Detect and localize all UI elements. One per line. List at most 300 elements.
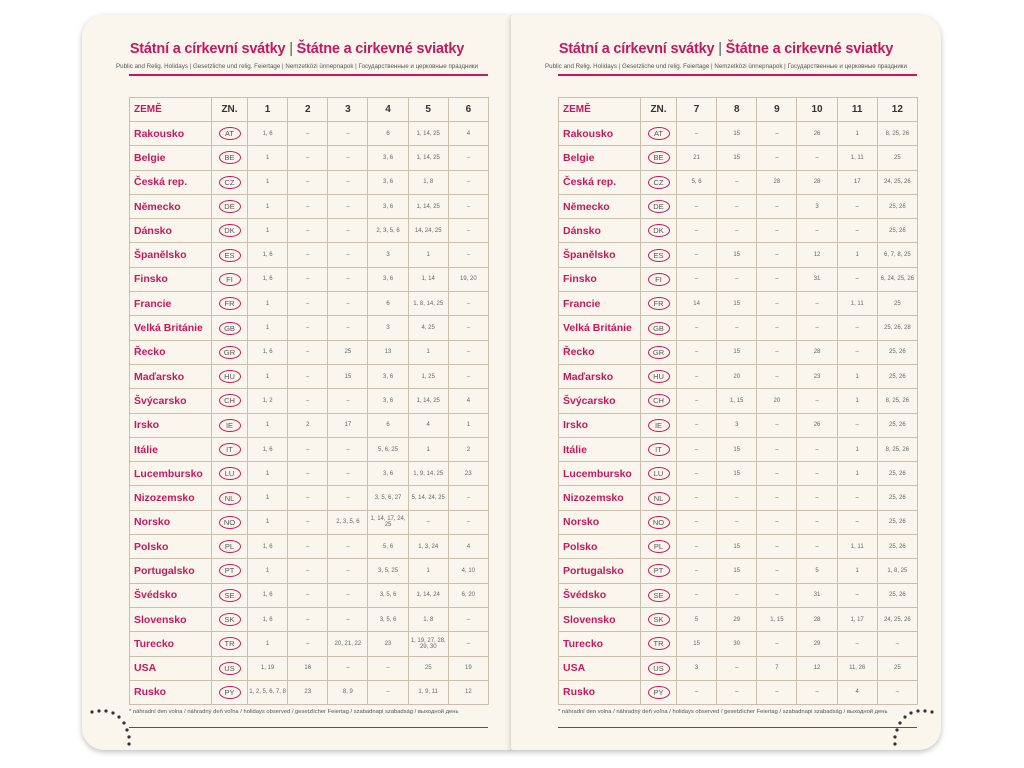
country-name: Dánsko bbox=[559, 219, 641, 243]
holiday-cell: – bbox=[717, 316, 757, 340]
holiday-cell: 4, 25 bbox=[408, 316, 448, 340]
country-name: Dánsko bbox=[130, 219, 212, 243]
holiday-cell: – bbox=[328, 607, 368, 631]
holiday-cell: 25, 26 bbox=[877, 219, 917, 243]
table-row bbox=[130, 437, 489, 461]
holiday-cell: 15 bbox=[328, 364, 368, 388]
holiday-cell: – bbox=[797, 146, 837, 170]
month-column-header: 5 bbox=[408, 98, 448, 122]
holiday-cell: – bbox=[877, 680, 917, 704]
holiday-cell: – bbox=[757, 146, 797, 170]
holiday-cell: 25, 26, 28 bbox=[877, 316, 917, 340]
country-code-cell bbox=[641, 170, 677, 194]
holiday-cell: 1 bbox=[408, 243, 448, 267]
holiday-cell: 3, 6 bbox=[368, 364, 408, 388]
holiday-cell: – bbox=[677, 583, 717, 607]
holiday-cell: – bbox=[288, 316, 328, 340]
holiday-cell: 14, 24, 25 bbox=[408, 219, 448, 243]
left-page bbox=[82, 15, 512, 750]
holiday-cell: 25, 26 bbox=[877, 462, 917, 486]
holiday-cell: 1 bbox=[248, 219, 288, 243]
holiday-cell: 20 bbox=[717, 364, 757, 388]
country-name: Slovensko bbox=[559, 607, 641, 631]
country-code-cell bbox=[641, 316, 677, 340]
holiday-cell: 1, 6 bbox=[248, 607, 288, 631]
holiday-cell: – bbox=[288, 267, 328, 291]
country-code-badge: BE bbox=[219, 151, 241, 164]
title-czech: Státní a církevní svátky bbox=[129, 41, 286, 57]
table-row bbox=[559, 267, 918, 291]
holiday-cell: – bbox=[288, 510, 328, 534]
holiday-cell: 1 bbox=[837, 122, 877, 146]
holiday-cell: – bbox=[288, 559, 328, 583]
holiday-cell: – bbox=[797, 462, 837, 486]
holiday-cell: 1, 6 bbox=[248, 267, 288, 291]
holiday-cell: 25, 26 bbox=[877, 194, 917, 218]
country-code-badge: FI bbox=[648, 273, 670, 286]
month-column-header: 12 bbox=[877, 98, 917, 122]
holiday-cell: 1 bbox=[837, 389, 877, 413]
country-name: Slovensko bbox=[130, 607, 212, 631]
country-code-badge: GR bbox=[648, 346, 670, 359]
table-row bbox=[130, 486, 489, 510]
country-name: Nizozemsko bbox=[130, 486, 212, 510]
holiday-cell: 1 bbox=[408, 437, 448, 461]
country-code-badge: AT bbox=[219, 127, 241, 140]
holiday-cell: 11, 26 bbox=[837, 656, 877, 680]
holiday-cell: 4, 10 bbox=[448, 559, 488, 583]
country-code-cell bbox=[212, 656, 248, 680]
country-name: Rusko bbox=[130, 680, 212, 704]
holiday-cell: – bbox=[717, 510, 757, 534]
holiday-cell: 1, 17 bbox=[837, 607, 877, 631]
holiday-cell: – bbox=[797, 680, 837, 704]
holiday-cell: – bbox=[677, 680, 717, 704]
holiday-cell: – bbox=[877, 632, 917, 656]
holiday-cell: – bbox=[837, 632, 877, 656]
country-name: Portugalsko bbox=[559, 559, 641, 583]
country-code-badge: CZ bbox=[648, 176, 670, 189]
holiday-cell: – bbox=[288, 583, 328, 607]
holiday-cell: 1, 14, 25 bbox=[408, 389, 448, 413]
table-row bbox=[130, 462, 489, 486]
holiday-cell: – bbox=[677, 364, 717, 388]
holiday-cell: – bbox=[757, 437, 797, 461]
holiday-cell: 25 bbox=[877, 656, 917, 680]
holiday-cell: – bbox=[288, 535, 328, 559]
holiday-cell: 15 bbox=[717, 535, 757, 559]
country-code-cell bbox=[212, 340, 248, 364]
table-row bbox=[130, 535, 489, 559]
table-row bbox=[130, 243, 489, 267]
table-row bbox=[130, 364, 489, 388]
month-column-header: 4 bbox=[368, 98, 408, 122]
country-name: Německo bbox=[130, 194, 212, 218]
country-code-badge: GR bbox=[219, 346, 241, 359]
page-subtitle: Public and Relig. Holidays | Gesetzliche und relig. Feiertage | Nemzetközi ünnepnapok | Государственные и церковные праздники bbox=[545, 63, 907, 70]
holiday-cell: 15 bbox=[717, 462, 757, 486]
holiday-cell: – bbox=[677, 413, 717, 437]
holiday-cell: – bbox=[677, 194, 717, 218]
holiday-cell: 5, 6, 25 bbox=[368, 437, 408, 461]
holiday-cell: 5, 6 bbox=[677, 170, 717, 194]
holiday-cell: 8, 25, 26 bbox=[877, 437, 917, 461]
holiday-cell: 1, 9, 11 bbox=[408, 680, 448, 704]
table-row bbox=[559, 583, 918, 607]
holiday-cell: 8, 25, 26 bbox=[877, 389, 917, 413]
table-row bbox=[130, 292, 489, 316]
binding-dots-left bbox=[88, 706, 138, 756]
table-row bbox=[559, 656, 918, 680]
holiday-cell: – bbox=[448, 316, 488, 340]
table-row bbox=[559, 219, 918, 243]
holiday-cell: 15 bbox=[717, 122, 757, 146]
holiday-cell: 31 bbox=[797, 583, 837, 607]
country-code-badge: PL bbox=[648, 540, 670, 553]
holiday-cell: 15 bbox=[717, 292, 757, 316]
holiday-cell: 21 bbox=[677, 146, 717, 170]
table-row bbox=[559, 632, 918, 656]
holiday-cell: – bbox=[837, 583, 877, 607]
holiday-cell: – bbox=[797, 219, 837, 243]
table-header-row bbox=[130, 98, 489, 122]
top-rule bbox=[129, 74, 488, 76]
country-code-cell bbox=[212, 316, 248, 340]
holiday-cell: 5 bbox=[677, 607, 717, 631]
holiday-cell: 3 bbox=[368, 243, 408, 267]
holiday-cell: – bbox=[328, 462, 368, 486]
holiday-cell: 15 bbox=[717, 437, 757, 461]
table-row bbox=[130, 583, 489, 607]
holiday-cell: 3, 5, 6 bbox=[368, 607, 408, 631]
country-code-badge: NL bbox=[219, 492, 241, 505]
holiday-cell: – bbox=[757, 632, 797, 656]
country-name: USA bbox=[130, 656, 212, 680]
country-code-cell bbox=[641, 389, 677, 413]
country-code-badge: CH bbox=[648, 394, 670, 407]
holiday-cell: 26 bbox=[797, 413, 837, 437]
holiday-cell: 25, 26 bbox=[877, 364, 917, 388]
holiday-cell: – bbox=[448, 170, 488, 194]
country-code-badge: TR bbox=[219, 637, 241, 650]
holiday-cell: 4 bbox=[448, 122, 488, 146]
country-code-cell bbox=[641, 632, 677, 656]
page-subtitle: Public and Relig. Holidays | Gesetzliche und relig. Feiertage | Nemzetközi ünnepnapok | Государственные и церковные праздники bbox=[116, 63, 478, 70]
holiday-cell: – bbox=[757, 267, 797, 291]
country-code-badge: FI bbox=[219, 273, 241, 286]
top-rule bbox=[558, 74, 917, 76]
holiday-cell: 1, 9, 14, 25 bbox=[408, 462, 448, 486]
holiday-cell: – bbox=[328, 486, 368, 510]
month-column-header: 3 bbox=[328, 98, 368, 122]
holiday-cell: 4 bbox=[408, 413, 448, 437]
table-row bbox=[130, 680, 489, 704]
country-code-cell bbox=[212, 122, 248, 146]
table-row bbox=[130, 170, 489, 194]
holiday-cell: – bbox=[328, 316, 368, 340]
country-code-cell bbox=[641, 413, 677, 437]
holiday-cell: 2 bbox=[288, 413, 328, 437]
holiday-cell: – bbox=[288, 146, 328, 170]
table-row bbox=[559, 243, 918, 267]
country-code-badge: PL bbox=[219, 540, 241, 553]
country-code-badge: LU bbox=[648, 467, 670, 480]
holiday-cell: – bbox=[717, 194, 757, 218]
country-code-badge: AT bbox=[648, 127, 670, 140]
holiday-cell: 8, 25, 26 bbox=[877, 122, 917, 146]
country-code-cell bbox=[212, 583, 248, 607]
month-column-header: 1 bbox=[248, 98, 288, 122]
country-code-badge: SE bbox=[648, 589, 670, 602]
country-name: Švédsko bbox=[559, 583, 641, 607]
country-code-badge: DK bbox=[648, 224, 670, 237]
holiday-cell: 1 bbox=[248, 292, 288, 316]
holiday-cell: 28 bbox=[797, 340, 837, 364]
holiday-cell: 25 bbox=[877, 146, 917, 170]
holiday-cell: 1 bbox=[248, 462, 288, 486]
holiday-cell: 6, 20 bbox=[448, 583, 488, 607]
holiday-cell: 1 bbox=[248, 170, 288, 194]
country-name: Turecko bbox=[559, 632, 641, 656]
holiday-cell: 2, 3, 5, 6 bbox=[328, 510, 368, 534]
country-code-cell bbox=[641, 510, 677, 534]
country-code-cell bbox=[641, 122, 677, 146]
holiday-cell: – bbox=[677, 535, 717, 559]
holiday-cell: 3, 5, 6 bbox=[368, 583, 408, 607]
country-code-badge: PY bbox=[648, 686, 670, 699]
holiday-cell: – bbox=[328, 437, 368, 461]
country-code-cell bbox=[641, 535, 677, 559]
country-code-badge: SK bbox=[648, 613, 670, 626]
holiday-cell: 25, 26 bbox=[877, 486, 917, 510]
holiday-cell: – bbox=[448, 340, 488, 364]
country-name: Irsko bbox=[559, 413, 641, 437]
holiday-cell: – bbox=[757, 243, 797, 267]
country-code-cell bbox=[212, 535, 248, 559]
holiday-cell: – bbox=[797, 535, 837, 559]
holiday-cell: – bbox=[757, 219, 797, 243]
country-name: Švédsko bbox=[130, 583, 212, 607]
country-name: Itálie bbox=[559, 437, 641, 461]
holiday-cell: 25 bbox=[877, 292, 917, 316]
holiday-cell: – bbox=[288, 194, 328, 218]
holiday-cell: – bbox=[677, 486, 717, 510]
table-row bbox=[130, 632, 489, 656]
country-code-badge: SE bbox=[219, 589, 241, 602]
holiday-cell: 1, 14 bbox=[408, 267, 448, 291]
holiday-cell: 4 bbox=[837, 680, 877, 704]
binding-dots-right bbox=[886, 706, 936, 756]
page-title bbox=[511, 41, 941, 57]
holiday-cell: 1, 6 bbox=[248, 243, 288, 267]
holiday-cell: – bbox=[677, 219, 717, 243]
holiday-cell: – bbox=[717, 267, 757, 291]
holiday-cell: – bbox=[448, 364, 488, 388]
holiday-cell: 31 bbox=[797, 267, 837, 291]
month-column-header: 6 bbox=[448, 98, 488, 122]
title-separator: | bbox=[289, 41, 293, 57]
holiday-cell: – bbox=[837, 340, 877, 364]
holiday-cell: 1 bbox=[837, 243, 877, 267]
holiday-cell: 3 bbox=[797, 194, 837, 218]
holiday-cell: – bbox=[837, 413, 877, 437]
table-row bbox=[559, 292, 918, 316]
holiday-cell: 1, 25 bbox=[408, 364, 448, 388]
country-code-cell bbox=[212, 364, 248, 388]
country-code-cell bbox=[641, 437, 677, 461]
table-row bbox=[130, 340, 489, 364]
holiday-cell: – bbox=[757, 292, 797, 316]
holiday-cell: 23 bbox=[368, 632, 408, 656]
holiday-cell: 14 bbox=[677, 292, 717, 316]
country-code-cell bbox=[212, 632, 248, 656]
country-code-badge: IE bbox=[648, 419, 670, 432]
table-row bbox=[559, 607, 918, 631]
holiday-cell: 28 bbox=[797, 607, 837, 631]
country-name: Polsko bbox=[130, 535, 212, 559]
table-row bbox=[130, 122, 489, 146]
holiday-cell: – bbox=[288, 437, 328, 461]
holiday-cell: – bbox=[288, 462, 328, 486]
holiday-cell: 28 bbox=[797, 170, 837, 194]
country-name: Irsko bbox=[130, 413, 212, 437]
holiday-cell: 1, 14, 25 bbox=[408, 194, 448, 218]
code-column-header: ZN. bbox=[212, 98, 248, 122]
country-code-badge: IT bbox=[219, 443, 241, 456]
country-code-cell bbox=[212, 462, 248, 486]
holiday-cell: – bbox=[677, 243, 717, 267]
country-code-cell bbox=[212, 146, 248, 170]
country-name: Belgie bbox=[559, 146, 641, 170]
country-name: Velká Británie bbox=[559, 316, 641, 340]
holiday-cell: – bbox=[288, 122, 328, 146]
holiday-cell: 25 bbox=[408, 656, 448, 680]
holiday-cell: 1 bbox=[248, 632, 288, 656]
holiday-cell: – bbox=[797, 486, 837, 510]
holiday-cell: 30 bbox=[717, 632, 757, 656]
holiday-cell: – bbox=[328, 194, 368, 218]
holiday-cell: 6, 24, 25, 26 bbox=[877, 267, 917, 291]
holiday-cell: 17 bbox=[328, 413, 368, 437]
table-row bbox=[130, 607, 489, 631]
table-row bbox=[559, 194, 918, 218]
country-code-cell bbox=[212, 413, 248, 437]
country-code-badge: US bbox=[219, 662, 241, 675]
holiday-cell: 20, 21, 22 bbox=[328, 632, 368, 656]
country-name: Maďarsko bbox=[130, 364, 212, 388]
footnote: * náhradní den volna / náhradný deň voľna / holidays observed / gesetzlicher Feiertag / szabadnapi szabadság / выходной день bbox=[558, 709, 888, 715]
holiday-table-right bbox=[558, 97, 918, 705]
country-code-cell bbox=[641, 146, 677, 170]
title-slovak: Štátne a cirkevné sviatky bbox=[296, 41, 465, 57]
holiday-cell: 1 bbox=[248, 146, 288, 170]
country-name: Belgie bbox=[130, 146, 212, 170]
country-name: Polsko bbox=[559, 535, 641, 559]
holiday-cell: – bbox=[328, 243, 368, 267]
month-column-header: 7 bbox=[677, 98, 717, 122]
holiday-cell: 12 bbox=[448, 680, 488, 704]
country-code-badge: HU bbox=[648, 370, 670, 383]
title-separator: | bbox=[718, 41, 722, 57]
holiday-cell: 6 bbox=[368, 292, 408, 316]
holiday-cell: 1, 8 bbox=[408, 607, 448, 631]
holiday-cell: 15 bbox=[677, 632, 717, 656]
holiday-cell: – bbox=[717, 656, 757, 680]
table-row bbox=[559, 364, 918, 388]
country-code-cell bbox=[641, 607, 677, 631]
country-name: Česká rep. bbox=[559, 170, 641, 194]
holiday-cell: 1 bbox=[837, 364, 877, 388]
country-name: USA bbox=[559, 656, 641, 680]
footnote: * náhradní den volna / náhradný deň voľna / holidays observed / gesetzlicher Feiertag / szabadnapi szabadság / выходной день bbox=[129, 709, 459, 715]
country-code-badge: IT bbox=[648, 443, 670, 456]
month-column-header: 8 bbox=[717, 98, 757, 122]
holiday-cell: 15 bbox=[717, 559, 757, 583]
holiday-cell: – bbox=[288, 364, 328, 388]
holiday-cell: 15 bbox=[717, 340, 757, 364]
holiday-cell: 1, 6 bbox=[248, 437, 288, 461]
holiday-cell: 1, 14, 24 bbox=[408, 583, 448, 607]
country-code-cell bbox=[212, 219, 248, 243]
table-row bbox=[559, 146, 918, 170]
country-code-badge: DK bbox=[219, 224, 241, 237]
holiday-cell: 1, 11 bbox=[837, 146, 877, 170]
page-title bbox=[82, 41, 512, 57]
country-name: Švýcarsko bbox=[559, 389, 641, 413]
holiday-cell: 13 bbox=[368, 340, 408, 364]
holiday-cell: – bbox=[448, 607, 488, 631]
country-name: Maďarsko bbox=[559, 364, 641, 388]
holiday-cell: – bbox=[757, 122, 797, 146]
holiday-cell: 3, 6 bbox=[368, 194, 408, 218]
holiday-cell: 12 bbox=[797, 243, 837, 267]
holiday-cell: – bbox=[448, 194, 488, 218]
holiday-cell: 16 bbox=[288, 656, 328, 680]
holiday-cell: – bbox=[328, 656, 368, 680]
holiday-cell: 3, 5, 6, 27 bbox=[368, 486, 408, 510]
country-name: Francie bbox=[559, 292, 641, 316]
holiday-cell: – bbox=[288, 170, 328, 194]
country-code-cell bbox=[212, 243, 248, 267]
code-column-header: ZN. bbox=[641, 98, 677, 122]
country-code-cell bbox=[641, 462, 677, 486]
country-code-badge: NL bbox=[648, 492, 670, 505]
country-code-badge: TR bbox=[648, 637, 670, 650]
country-code-cell bbox=[212, 292, 248, 316]
holiday-cell: 3, 6 bbox=[368, 146, 408, 170]
table-row bbox=[559, 413, 918, 437]
table-row bbox=[559, 462, 918, 486]
country-code-cell bbox=[212, 680, 248, 704]
holiday-cell: – bbox=[757, 316, 797, 340]
holiday-cell: 1, 19 bbox=[248, 656, 288, 680]
holiday-cell: 5 bbox=[797, 559, 837, 583]
holiday-cell: 3 bbox=[717, 413, 757, 437]
country-name: Norsko bbox=[559, 510, 641, 534]
holiday-cell: – bbox=[408, 510, 448, 534]
bottom-rule bbox=[129, 727, 488, 728]
holiday-cell: 1, 8, 25 bbox=[877, 559, 917, 583]
holiday-cell: 5, 14, 24, 25 bbox=[408, 486, 448, 510]
country-code-cell bbox=[641, 194, 677, 218]
holiday-cell: 23 bbox=[448, 462, 488, 486]
country-name: Lucembursko bbox=[559, 462, 641, 486]
country-code-badge: LU bbox=[219, 467, 241, 480]
country-code-cell bbox=[641, 583, 677, 607]
country-code-cell bbox=[212, 559, 248, 583]
country-name: Nizozemsko bbox=[559, 486, 641, 510]
holiday-cell: 1 bbox=[408, 340, 448, 364]
